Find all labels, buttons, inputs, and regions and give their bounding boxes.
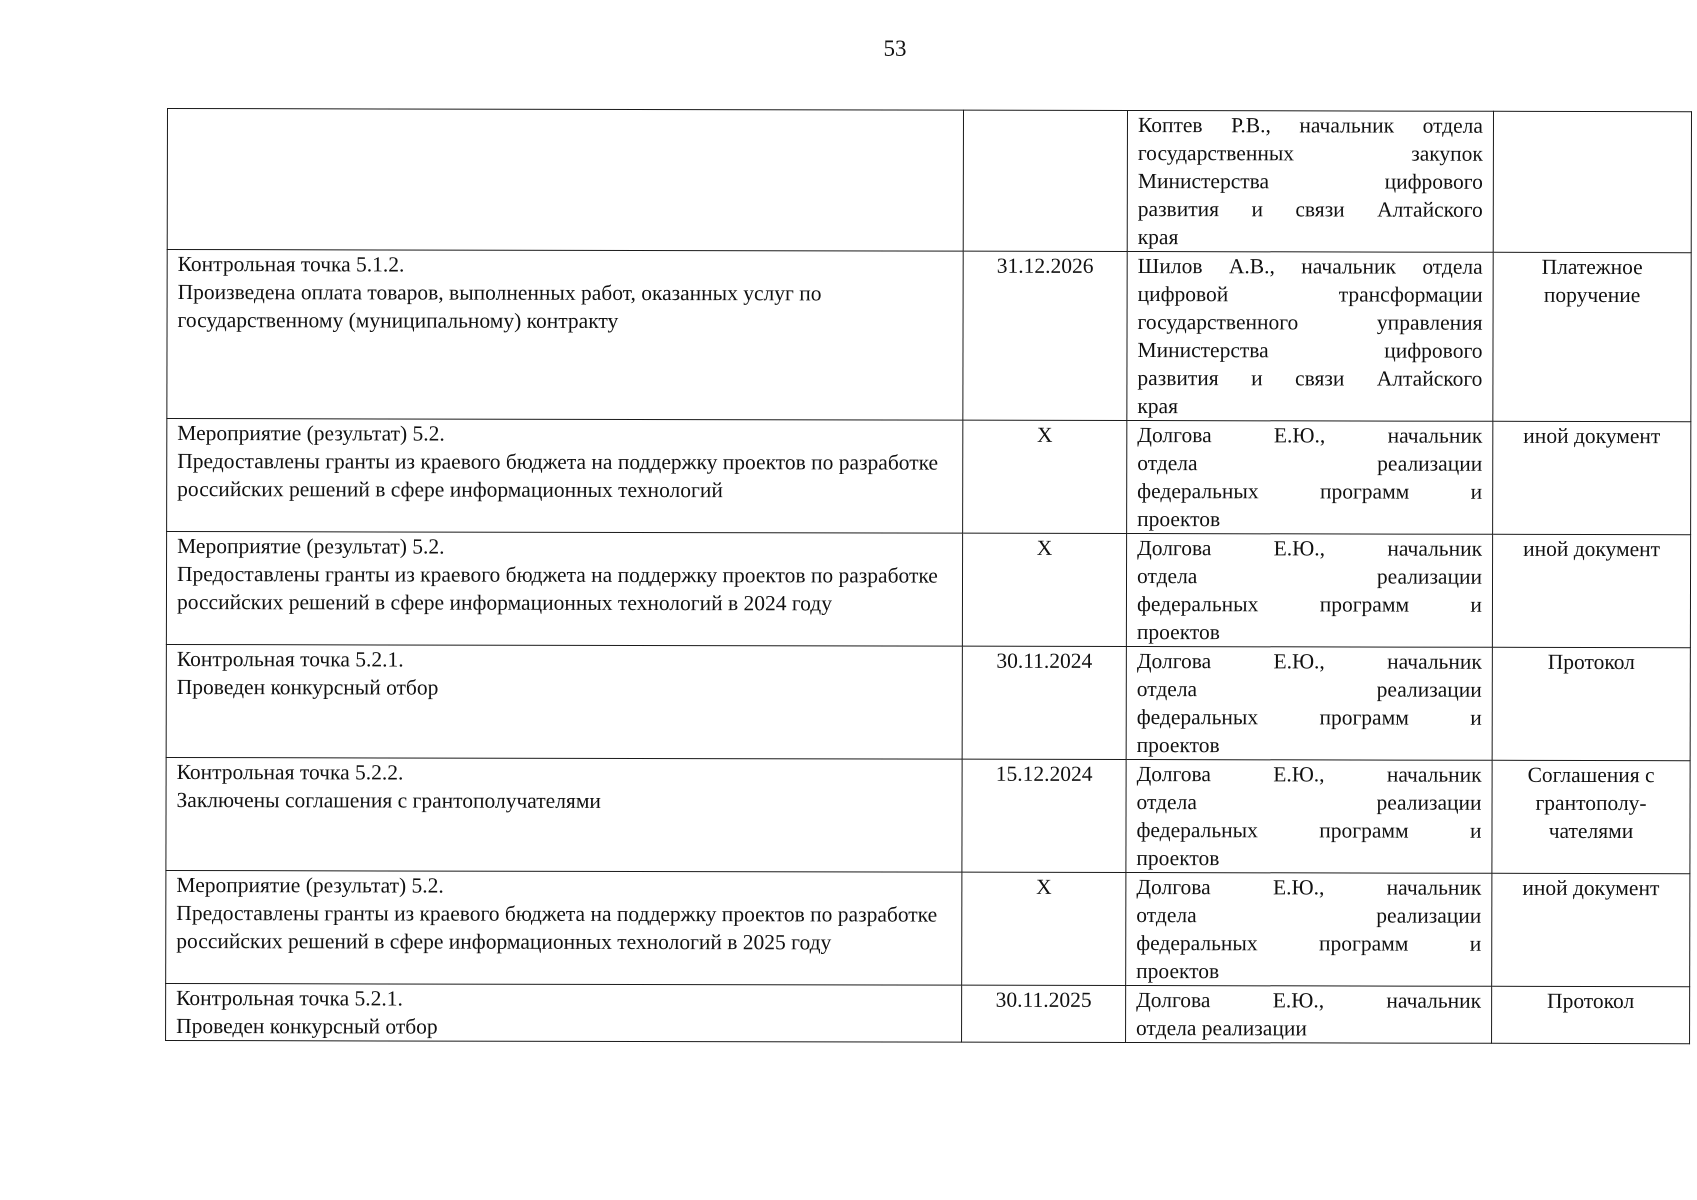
event-description: Произведена оплата товаров, выполненных работ, оказанных услуг по государственному (муниципальному) контракту (177, 280, 822, 333)
deadline-cell: X (963, 420, 1127, 533)
deadline-cell: 15.12.2024 (962, 759, 1126, 872)
responsible-line: развития и связи Алтайского (1137, 366, 1483, 391)
event-description: Заключены соглашения с грантополучателями (176, 788, 601, 813)
responsible-cell (1126, 647, 1492, 761)
responsible-line: отдела реализации (1137, 451, 1483, 476)
table-row (167, 250, 1691, 422)
deadline-cell: 31.12.2026 (963, 251, 1127, 420)
table-row (166, 983, 1690, 1043)
deadline-cell (963, 110, 1127, 251)
document-cell: иной документ (1492, 534, 1690, 647)
responsible-line: отдела реализации (1136, 677, 1482, 702)
responsible-line: проектов (1136, 959, 1220, 984)
responsible-line: федеральных программ и (1136, 592, 1482, 617)
responsible-line: федеральных программ и (1137, 479, 1483, 504)
responsible-line: развития и связи Алтайского (1137, 197, 1483, 222)
responsible-line: края (1137, 394, 1179, 419)
responsible-line: края (1137, 225, 1179, 250)
table-row (166, 870, 1690, 986)
event-description: Предоставлены гранты из краевого бюджета на поддержку проектов по разработке российских решений в сфере информационных технологий в 2025 году (176, 901, 938, 955)
event-title: Мероприятие (результат) 5.2. (176, 873, 444, 898)
responsible-line: Министерства цифрового (1137, 338, 1483, 363)
responsible-line: Долгова Е.Ю., начальник (1136, 875, 1482, 900)
event-cell (166, 870, 962, 985)
responsible-line: Долгова Е.Ю., начальник (1136, 762, 1482, 787)
event-title: Мероприятие (результат) 5.2. (177, 421, 445, 446)
event-description: Предоставлены гранты из краевого бюджета на поддержку проектов по разработке российских решений в сфере информационных технологий (177, 449, 939, 503)
event-description (178, 109, 953, 111)
responsible-cell (1126, 986, 1492, 1044)
page-number: 53 (883, 36, 907, 61)
document-cell: Протокол (1492, 647, 1690, 760)
responsible-cell (1126, 534, 1492, 648)
responsible-line: проектов (1136, 620, 1220, 645)
document-cell: Платежное поручение (1493, 252, 1691, 421)
event-title: Контрольная точка 5.2.1. (176, 986, 403, 1011)
responsible-line: федеральных программ и (1136, 931, 1482, 956)
event-cell (166, 757, 962, 872)
event-title: Контрольная точка 5.1.2. (177, 252, 405, 277)
event-description: Предоставлены гранты из краевого бюджета на поддержку проектов по разработке российских решений в сфере информационных технологий в 2024 году (176, 562, 938, 616)
document-cell (1493, 111, 1691, 252)
responsible-line: Шилов А.В., начальник отдела (1137, 254, 1483, 279)
responsible-cell (1126, 873, 1492, 987)
responsible-line: отдела реализации (1136, 903, 1482, 928)
event-title: Мероприятие (результат) 5.2. (177, 534, 445, 559)
deadline-cell: X (962, 872, 1126, 985)
event-cell (166, 532, 962, 647)
event-title: Контрольная точка 5.2.2. (176, 760, 404, 785)
responsible-line: проектов (1136, 846, 1220, 871)
responsible-cell (1127, 252, 1493, 422)
responsible-line: проектов (1137, 507, 1221, 532)
table-row (166, 757, 1690, 873)
deadline-cell: X (962, 533, 1126, 646)
responsible-line: Коптев Р.В., начальник отдела (1137, 113, 1483, 138)
table-row (166, 644, 1690, 760)
document-cell: Соглашения с грантополу-чателями (1492, 760, 1690, 873)
responsible-line: проектов (1136, 733, 1220, 758)
responsible-line: отдела реализации (1136, 790, 1482, 815)
event-cell (167, 109, 963, 252)
responsible-line: цифровой трансформации (1137, 282, 1483, 307)
table-row (167, 419, 1691, 535)
responsible-line: отдела реализации (1136, 1016, 1307, 1041)
responsible-cell (1127, 111, 1493, 253)
document-cell: Протокол (1492, 986, 1690, 1043)
event-title (178, 109, 953, 111)
table-row (166, 532, 1690, 648)
event-cell (166, 644, 962, 759)
responsible-line: государственного управления (1137, 310, 1483, 335)
responsible-cell (1126, 760, 1492, 874)
responsible-line: Долгова Е.Ю., начальник (1136, 988, 1482, 1013)
table-row (167, 109, 1691, 253)
event-cell (167, 250, 963, 421)
event-title: Контрольная точка 5.2.1. (176, 647, 404, 672)
responsible-line: федеральных программ и (1136, 705, 1482, 730)
event-description: Проведен конкурсный отбор (176, 675, 439, 700)
document-cell: иной документ (1492, 873, 1690, 986)
responsible-line: отдела реализации (1136, 564, 1483, 589)
event-cell (166, 983, 962, 1042)
deadline-cell: 30.11.2024 (962, 646, 1126, 759)
plan-table (165, 108, 1692, 1044)
responsible-line: государственных закупок (1137, 141, 1483, 166)
responsible-line: Долгова Е.Ю., начальник (1137, 536, 1483, 561)
responsible-line: федеральных программ и (1136, 818, 1482, 843)
event-cell (167, 419, 963, 534)
responsible-cell (1127, 421, 1493, 535)
responsible-line: Долгова Е.Ю., начальник (1136, 649, 1482, 674)
responsible-line: Министерства цифрового (1137, 169, 1483, 194)
document-cell: иной документ (1493, 421, 1691, 534)
event-description: Проведен конкурсный отбор (176, 1014, 438, 1039)
plan-table-body (166, 109, 1692, 1044)
deadline-cell: 30.11.2025 (962, 985, 1126, 1042)
responsible-line: Долгова Е.Ю., начальник (1137, 423, 1483, 448)
